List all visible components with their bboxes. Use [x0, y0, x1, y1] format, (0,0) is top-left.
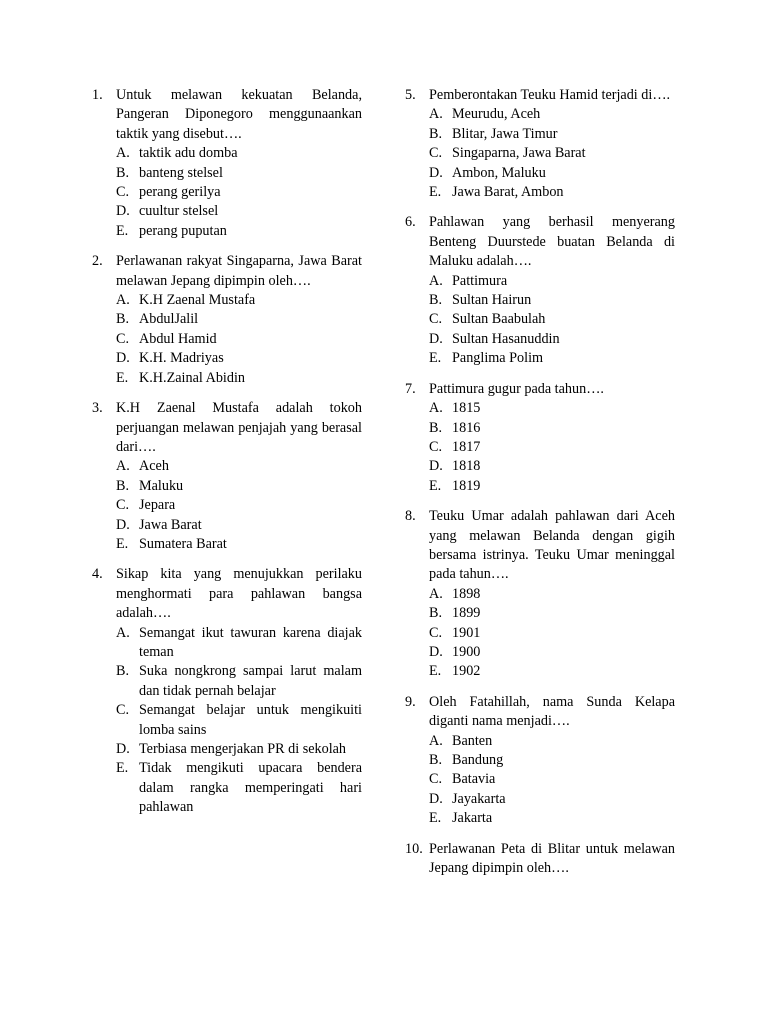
answer-option: [116, 740, 362, 759]
option-text: Pattimura: [452, 272, 508, 289]
question-text: Pahlawan yang berhasil menyerang Benteng Duurstede buatan Belanda di Maluku adalah….: [429, 214, 675, 270]
option-letter: E.: [429, 810, 442, 827]
answer-option: [116, 164, 362, 183]
answer-option: [429, 164, 675, 183]
option-letter: A.: [116, 624, 130, 641]
option-letter: D.: [429, 643, 443, 660]
option-text: 1817: [452, 438, 481, 455]
question-number: 3.: [92, 400, 103, 417]
answer-option: [116, 330, 362, 349]
option-letter: E.: [116, 222, 129, 239]
question-number: 1.: [92, 87, 103, 103]
question-text: Perlawanan rakyat Singaparna, Jawa Barat melawan Jepang dipimpin oleh….: [116, 253, 362, 289]
question-4: [92, 565, 362, 817]
answer-option: [429, 310, 675, 329]
option-text: Jakarta: [452, 810, 493, 827]
option-letter: D.: [429, 164, 443, 181]
question-6: [405, 213, 675, 368]
option-text: Meurudu, Aceh: [452, 106, 541, 123]
option-text: Semangat belajar untuk mengikuiti lomba sains: [139, 702, 362, 738]
question-1: [92, 86, 362, 241]
answer-option: [116, 349, 362, 368]
option-text: Blitar, Jawa Timur: [452, 125, 558, 142]
option-letter: D.: [429, 458, 443, 475]
question-number: 2.: [92, 253, 103, 270]
answer-option: [429, 399, 675, 418]
option-text: 1815: [452, 400, 481, 417]
question-text: Perlawanan Peta di Blitar untuk melawan Jepang dipimpin oleh….: [429, 840, 675, 877]
option-text: K.H.Zainal Abidin: [139, 369, 245, 386]
option-text: Semangat ikut tawuran karena diajak teman: [139, 624, 362, 660]
answer-option: [429, 144, 675, 163]
answer-option: [116, 183, 362, 202]
question-text: K.H Zaenal Mustafa adalah tokoh perjuangan melawan penjajah yang berasal dari….: [116, 400, 362, 455]
option-text: 1819: [452, 477, 481, 494]
option-letter: E.: [429, 350, 442, 367]
answer-option: [429, 624, 675, 643]
option-letter: D.: [116, 516, 130, 533]
question-3: [92, 399, 362, 554]
question-number: 8.: [405, 508, 416, 525]
option-text: AbdulJalil: [139, 311, 199, 328]
option-text: 1816: [452, 419, 481, 436]
answer-option: [116, 369, 362, 388]
question-2: [92, 252, 362, 388]
answer-option: [429, 790, 675, 809]
answer-option: [429, 604, 675, 623]
option-text: Panglima Polim: [452, 350, 544, 367]
question-text: Untuk melawan kekuatan Belanda, Pangeran Diponegoro menggunaankan taktik yang disebut….: [116, 87, 362, 142]
answer-option: [116, 516, 362, 535]
question-stem: [92, 86, 362, 144]
question-text: Pattimura gugur pada tahun….: [429, 380, 604, 397]
answer-option: [429, 457, 675, 476]
option-letter: C.: [429, 624, 443, 641]
answer-option: [116, 535, 362, 554]
option-text: K.H Zaenal Mustafa: [139, 292, 256, 309]
answer-option: [429, 477, 675, 496]
option-text: Sumatera Barat: [139, 535, 227, 552]
answer-option: [116, 222, 362, 241]
answer-option: [116, 457, 362, 476]
option-text: perang gerilya: [139, 184, 221, 201]
left-column: [92, 86, 362, 829]
option-letter: C.: [116, 184, 130, 201]
option-letter: A.: [429, 732, 443, 749]
answer-option: [429, 272, 675, 291]
question-number: 9.: [405, 693, 416, 710]
option-letter: E.: [429, 477, 442, 494]
answer-option: [116, 701, 362, 740]
option-letter: A.: [429, 106, 443, 123]
question-number: 6.: [405, 214, 416, 231]
option-letter: A.: [429, 400, 443, 417]
option-text: Maluku: [139, 477, 184, 494]
question-text: Sikap kita yang menujukkan perilaku menghormati para pahlawan bangsa adalah….: [116, 566, 362, 622]
question-stem: [405, 507, 675, 585]
answer-option: [429, 732, 675, 751]
option-text: banteng stelsel: [139, 164, 223, 181]
option-letter: B.: [429, 752, 443, 768]
answer-option: [429, 662, 675, 681]
right-column: [405, 86, 675, 889]
question-number: 10.: [405, 840, 423, 857]
answer-option: [116, 624, 362, 663]
answer-option: [429, 438, 675, 457]
option-text: K.H. Madriyas: [139, 350, 224, 367]
option-letter: E.: [429, 663, 442, 680]
question-stem: [405, 380, 675, 399]
option-text: Singaparna, Jawa Barat: [452, 145, 586, 162]
answer-option: [116, 477, 362, 496]
option-text: perang puputan: [139, 222, 227, 239]
option-letter: A.: [116, 292, 130, 309]
question-stem: [405, 840, 675, 879]
answer-option: [429, 291, 675, 310]
answer-option: [116, 310, 362, 329]
option-letter: A.: [429, 585, 443, 602]
option-text: Jepara: [139, 497, 176, 514]
option-letter: B.: [116, 311, 130, 328]
question-stem: [405, 213, 675, 271]
answer-option: [429, 419, 675, 438]
option-text: 1899: [452, 605, 481, 622]
option-text: 1900: [452, 643, 481, 660]
option-text: Sultan Baabulah: [452, 311, 546, 328]
answer-option: [116, 202, 362, 221]
answer-option: [429, 105, 675, 124]
option-letter: C.: [116, 330, 130, 347]
answer-option: [116, 496, 362, 515]
option-text: cuultur stelsel: [139, 203, 219, 220]
option-letter: C.: [429, 438, 443, 455]
question-number: 5.: [405, 87, 416, 103]
question-text: Teuku Umar adalah pahlawan dari Aceh yang melawan Belanda dengan gigih bersama istrinya. Teuku Umar meninggal pada tahun….: [429, 508, 675, 583]
option-letter: D.: [116, 203, 130, 220]
option-letter: E.: [116, 535, 129, 552]
question-number: 4.: [92, 566, 103, 583]
answer-option: [116, 144, 362, 163]
option-text: Jayakarta: [452, 790, 506, 807]
option-letter: B.: [429, 125, 443, 142]
option-letter: D.: [116, 350, 130, 367]
option-letter: D.: [429, 790, 443, 807]
question-stem: [405, 86, 675, 105]
option-letter: B.: [116, 164, 130, 181]
option-letter: B.: [116, 663, 130, 680]
question-stem: [92, 399, 362, 457]
question-5: [405, 86, 675, 202]
answer-option: [116, 662, 362, 701]
answer-option: [429, 770, 675, 789]
option-letter: C.: [116, 702, 130, 719]
answer-option: [116, 291, 362, 310]
answer-option: [429, 349, 675, 368]
option-text: Batavia: [452, 771, 496, 788]
answer-option: [116, 759, 362, 817]
option-text: Jawa Barat, Ambon: [452, 184, 564, 201]
option-text: Sultan Hasanuddin: [452, 330, 560, 347]
option-text: Abdul Hamid: [139, 330, 217, 347]
option-letter: E.: [116, 369, 129, 386]
answer-option: [429, 125, 675, 144]
option-letter: A.: [116, 458, 130, 475]
option-text: Suka nongkrong sampai larut malam dan tidak pernah belajar: [139, 663, 362, 699]
option-text: Terbiasa mengerjakan PR di sekolah: [139, 741, 347, 757]
option-text: Ambon, Maluku: [452, 164, 546, 181]
option-letter: C.: [116, 497, 130, 514]
option-text: Aceh: [139, 458, 169, 475]
answer-option: [429, 183, 675, 202]
question-stem: [405, 693, 675, 732]
question-text: Pemberontakan Teuku Hamid terjadi di….: [429, 87, 671, 103]
question-stem: [92, 565, 362, 623]
option-text: Jawa Barat: [139, 516, 202, 533]
answer-option: [429, 751, 675, 770]
option-text: 1901: [452, 624, 481, 641]
answer-option: [429, 809, 675, 828]
question-stem: [92, 252, 362, 291]
question-8: [405, 507, 675, 682]
question-9: [405, 693, 675, 829]
answer-option: [429, 643, 675, 662]
option-text: Bandung: [452, 752, 504, 768]
option-letter: D.: [429, 330, 443, 347]
question-text: Oleh Fatahillah, nama Sunda Kelapa diganti nama menjadi….: [429, 693, 675, 730]
option-text: Sultan Hairun: [452, 292, 532, 309]
option-letter: A.: [116, 145, 130, 162]
option-letter: B.: [429, 419, 443, 436]
option-letter: D.: [116, 741, 130, 757]
question-10: [405, 840, 675, 879]
option-letter: B.: [116, 477, 130, 494]
answer-option: [429, 585, 675, 604]
answer-option: [429, 330, 675, 349]
question-7: [405, 380, 675, 496]
option-text: Banten: [452, 732, 493, 749]
option-text: Tidak mengikuti upacara bendera dalam rangka memperingati hari pahlawan: [139, 760, 362, 816]
option-letter: B.: [429, 605, 443, 622]
option-letter: A.: [429, 272, 443, 289]
question-number: 7.: [405, 380, 416, 397]
option-text: 1902: [452, 663, 481, 680]
option-letter: E.: [429, 184, 442, 201]
option-letter: C.: [429, 771, 443, 788]
option-letter: C.: [429, 311, 443, 328]
option-letter: C.: [429, 145, 443, 162]
option-text: 1898: [452, 585, 481, 602]
option-letter: B.: [429, 292, 443, 309]
option-letter: E.: [116, 760, 129, 777]
option-text: taktik adu domba: [139, 145, 238, 162]
option-text: 1818: [452, 458, 481, 475]
